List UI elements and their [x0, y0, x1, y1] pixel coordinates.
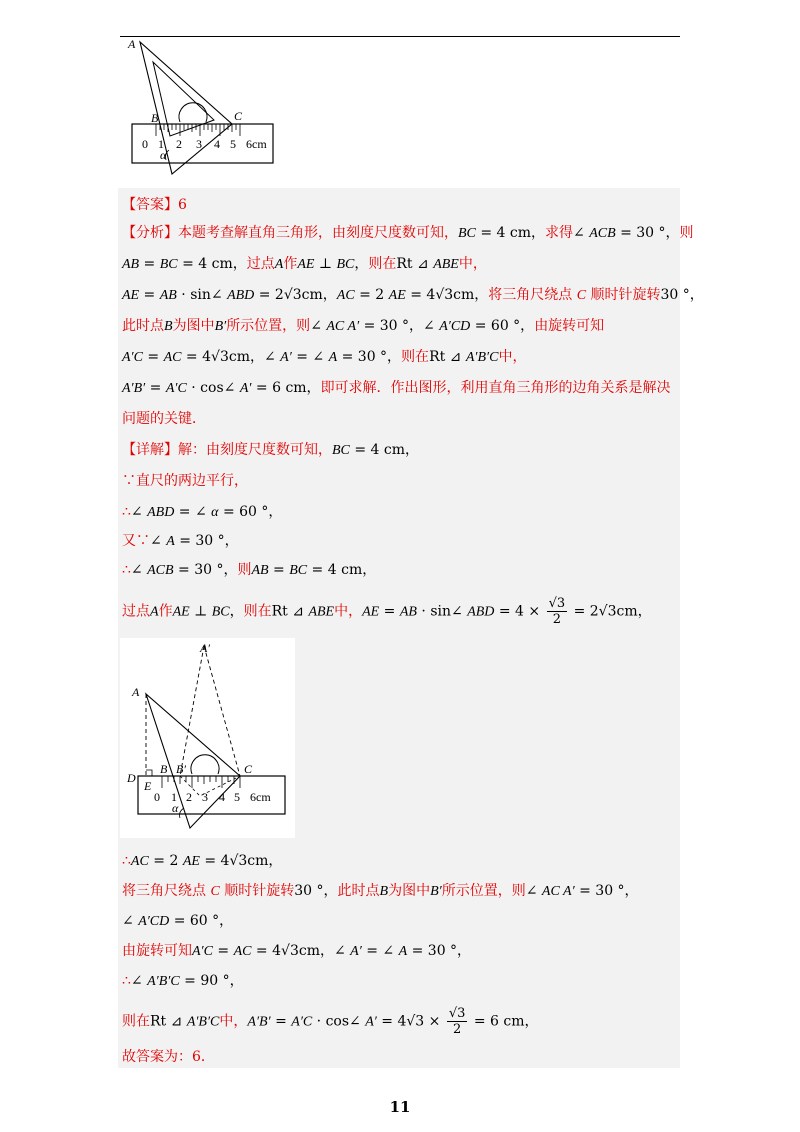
- label-A: A: [128, 37, 136, 51]
- analysis-line-3: AE = AB · sin∠ ABD = 2√3cm，AC = 2 AE = 4√3cm，将三角尺绕点 C 顺时针旋转30 °，: [122, 287, 704, 303]
- analysis-line-5: A′C = AC = 4√3cm，∠ A′ = ∠ A = 30 °，则在Rt ⊿ A′B′C中，: [122, 349, 527, 365]
- label-alpha: α: [172, 801, 179, 815]
- label-B: B: [151, 111, 159, 125]
- label-B-prime: B′: [176, 762, 186, 776]
- page-number: 11: [389, 1098, 411, 1116]
- label-alpha: α: [160, 148, 167, 162]
- label-D: D: [127, 771, 136, 785]
- detail-line-6: 过点A作AE ⊥ BC，则在Rt ⊿ ABE中，AE = AB · sin∠ ABD = 4 × $\frac{√3}{2}$ = 2√3cm，: [122, 596, 652, 627]
- tick-label: 1: [158, 137, 164, 151]
- tick-label: 0: [142, 137, 148, 151]
- detail2-line-1: ∴AC = 2 AE = 4√3cm，: [122, 853, 283, 869]
- label-C: C: [244, 762, 253, 776]
- tick-label: 4: [214, 137, 220, 151]
- analysis-line-2: AB = BC = 4 cm，过点A作AE ⊥ BC，则在Rt ⊿ ABE中，: [122, 256, 487, 272]
- detail-line-5: ∴∠ ACB = 30 °，则AB = BC = 4 cm，: [122, 562, 377, 578]
- detail2-line-6: 则在Rt ⊿ A′B′C中，A′B′ = A′C · cos∠ A′ = 4√3 × $\frac{√3}{2}$ = 6 cm，: [122, 1006, 539, 1037]
- detail2-line-2: 将三角尺绕点 C 顺时针旋转30 °，此时点B为图中B′所示位置，则∠ AC A′ = 30 °，: [122, 883, 639, 899]
- answer-value: 6: [178, 197, 187, 213]
- detail2-line-5: ∴∠ A′B′C = 90 °，: [122, 973, 244, 989]
- figure-rotation: [120, 638, 295, 838]
- label-A: A: [132, 685, 140, 699]
- answer-label: 【答案】: [122, 197, 178, 213]
- label-E: E: [144, 779, 152, 793]
- analysis-line-7: 问题的关键．: [122, 411, 206, 427]
- tick-label: 3: [202, 790, 208, 804]
- detail-line-1: 【详解】解：由刻度尺度数可知，BC = 4 cm，: [122, 442, 419, 458]
- answer-line: [122, 196, 187, 214]
- analysis-line-6: A′B′ = A′C · cos∠ A′ = 6 cm，即可求解．作出图形，利用直角三角形的边角关系是解决: [122, 380, 671, 396]
- tick-label: 5: [230, 137, 236, 151]
- tick-label: 6cm: [250, 790, 271, 804]
- tick-label: 6cm: [246, 137, 267, 151]
- protractor-arc: [179, 103, 207, 122]
- detail-line-3: ∴∠ ABD = ∠ α = 60 °，: [122, 504, 283, 520]
- label-C: C: [234, 109, 243, 123]
- tick-label: 2: [176, 137, 182, 151]
- tick-label: 3: [196, 137, 202, 151]
- tick-label: 1: [171, 790, 177, 804]
- label-A-prime: A′: [200, 641, 210, 655]
- detail2-line-7: 故答案为：6．: [122, 1049, 215, 1065]
- tick-label: 4: [219, 790, 225, 804]
- detail-line-4: 又∵∠ A = 30 °，: [122, 533, 239, 549]
- detail-line-2: ∵直尺的两边平行，: [122, 473, 248, 489]
- tick-label: 2: [186, 790, 192, 804]
- detail2-line-3: ∠ A′CD = 60 °，: [122, 913, 234, 929]
- tick-label: 0: [154, 790, 160, 804]
- detail2-line-4: 由旋转可知A′C = AC = 4√3cm，∠ A′ = ∠ A = 30 °，: [122, 943, 472, 959]
- analysis-line-4: 此时点B为图中B′所示位置，则∠ AC A′ = 30 °，∠ A′CD = 60 °，由旋转可知: [122, 318, 605, 334]
- tick-label: 5: [234, 790, 240, 804]
- label-B: B: [160, 762, 168, 776]
- figure-ruler-triangle: [120, 36, 290, 184]
- analysis-line-1: 【分析】本题考查解直角三角形，由刻度尺度数可知，BC = 4 cm，求得∠ ACB = 30 °，则: [122, 225, 694, 241]
